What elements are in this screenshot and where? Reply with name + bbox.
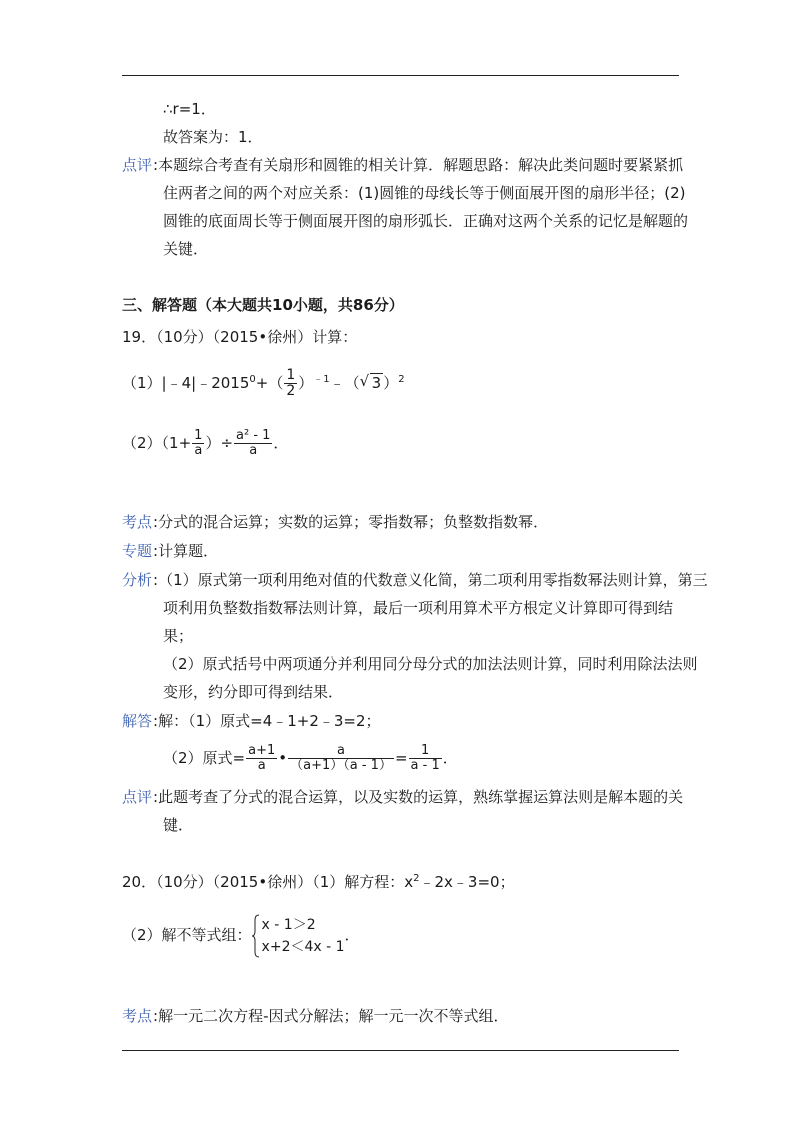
kaodian-row: 考点:分式的混合运算；实数的运算；零指数幂；负整数指数幂． (122, 513, 549, 531)
comment-line: 关键． (163, 240, 209, 258)
fraction: $\frac{a+1}{a}$ (248, 743, 276, 773)
brace-icon (252, 914, 260, 958)
kaodian-row: 考点:解一元二次方程-因式分解法；解一元一次不等式组． (122, 1007, 509, 1025)
fraction: $\frac{1}{2}$ (286, 367, 296, 399)
comment-block: 点评:本题综合考查有关扇形和圆锥的相关计算．解题思路：解决此类问题时要紧紧抓 (122, 156, 684, 174)
fenxi-line: 项利用负整数指数幂法则计算，最后一项利用算术平方根定义计算即可得到结 (163, 599, 674, 617)
comment-line: 本题综合考查有关扇形和圆锥的相关计算．解题思路：解决此类问题时要紧紧抓 (158, 156, 684, 174)
fenxi-tag: 分析 (122, 571, 153, 589)
jieda-row: 解答:解：（1）原式=4﹣1+2﹣3=2； (122, 712, 381, 730)
comment-line: 圆锥的底面周长等于侧面展开图的扇形弧长．正确对这两个关系的记忆是解题的 (163, 212, 689, 230)
question-header: 20．（10分）（2015•徐州）（1）解方程：$x^2﹣2x﹣3=0$； (122, 873, 515, 891)
jieda-line2: （2）原式= $\frac{a+1}{a}$ • $\frac{a}{(a+1)(a - 1)}$ = $\frac{1}{a - 1}$ ． (163, 743, 458, 773)
fraction: $\frac{1}{a - 1}$ (410, 743, 440, 773)
zhuanti-row: 专题:计算题． (122, 542, 219, 560)
text-line: 故答案为：1． (163, 128, 263, 146)
dianping-tag: 点评 (122, 788, 153, 806)
bottom-rule (122, 1050, 679, 1051)
q19-part1: $(1)|﹣4|﹣2015^0+$（ $\frac{1}{2}$ ）$^{﹣1}$﹣（ √ 3 ）$^2$ (122, 367, 405, 399)
q20-part2: （2）解不等式组： x - 1＞2 x+2＜4x - 1 ． (122, 912, 360, 958)
top-rule (122, 75, 679, 76)
comment-line: 住两者之间的两个对应关系：(1)圆锥的母线长等于侧面展开图的扇形半径；(2) (163, 184, 686, 202)
q19-part2: （2）（1+ $\frac{1}{a}$ ）÷ $\frac{\text{a² - 1}}{a}$ ． (122, 428, 289, 458)
inequality-system: x - 1＞2 x+2＜4x - 1 (252, 914, 345, 958)
dianping-line: 键． (163, 816, 194, 834)
question-header: 19．（10分）（2015•徐州）计算： (122, 328, 358, 346)
jieda-tag: 解答 (122, 712, 153, 730)
dianping-row: 点评:此题考查了分式的混合运算，以及实数的运算，熟练掌握运算法则是解本题的关 (122, 788, 684, 806)
fenxi-line: 果； (163, 627, 194, 645)
kaodian-tag: 考点 (122, 1007, 153, 1025)
fenxi-line: 变形，约分即可得到结果． (163, 683, 344, 701)
fraction: $\frac{1}{a}$ (194, 428, 203, 458)
fraction: $\frac{a}{(a+1)(a - 1)}$ (290, 743, 392, 773)
comment-tag: 点评 (122, 156, 153, 174)
zhuanti-tag: 专题 (122, 542, 153, 560)
fraction: $\frac{\text{a² - 1}}{a}$ (236, 428, 271, 458)
fenxi-row: 分析:（1）原式第一项利用绝对值的代数意义化简，第二项利用零指数幂法则计算，第三 (122, 571, 708, 589)
text-line: ∴r=1． (163, 100, 216, 118)
section-heading: 三、解答题（本大题共10小题，共86分） (122, 296, 404, 314)
kaodian-tag: 考点 (122, 513, 153, 531)
fenxi-line: （2）原式括号中两项通分并利用同分母分式的加法法则计算，同时利用除法法则 (163, 655, 698, 673)
sqrt-symbol: √ 3 (359, 372, 382, 392)
